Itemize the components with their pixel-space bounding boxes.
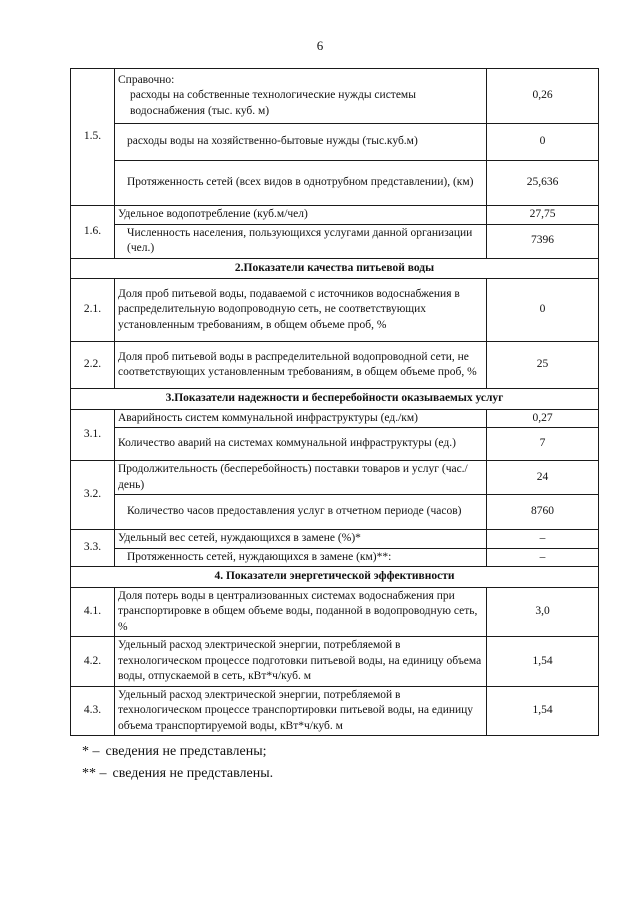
table-row (71, 124, 599, 161)
row-description: Доля проб питьевой воды, подаваемой с источников водоснабжения в распределительную водопроводную сеть, не соответствующих установленным требованиям, в общем объеме проб, % (115, 279, 487, 342)
table-row (71, 69, 599, 124)
row-value: 3,0 (487, 587, 599, 637)
table-row (71, 224, 599, 258)
footnote-text: сведения не представлены. (112, 765, 274, 781)
row-number: 3.2. (71, 461, 115, 530)
row-description: Численность населения, пользующихся услугами данной организации (чел.) (115, 224, 487, 258)
footnotes (82, 741, 602, 784)
row-value: – (487, 548, 599, 567)
section-title: 3.Показатели надежности и бесперебойности оказываемых услуг (71, 389, 599, 410)
row-description: Количество часов предоставления услуг в отчетном периоде (часов) (115, 495, 487, 530)
row-description: Протяженность сетей, нуждающихся в замене (км)**: (115, 548, 487, 567)
row-description (115, 69, 487, 124)
row-description: Удельное водопотребление (куб.м/чел) (115, 206, 487, 225)
row-value: 7396 (487, 224, 599, 258)
table-row (71, 428, 599, 461)
table-row (71, 495, 599, 530)
section-header-row (71, 567, 599, 588)
row-number: 4.1. (71, 587, 115, 637)
table-row (71, 530, 599, 549)
table-row (71, 342, 599, 389)
row-value: – (487, 530, 599, 549)
row-description: Количество аварий на системах коммунальной инфраструктуры (ед.) (115, 428, 487, 461)
row-description: Аварийность систем коммунальной инфраструктуры (ед./км) (115, 409, 487, 428)
table-row (71, 587, 599, 637)
row-description: Продолжительность (бесперебойность) поставки товаров и услуг (час./день) (115, 461, 487, 495)
table-row (71, 686, 599, 736)
row-number: 4.2. (71, 637, 115, 687)
footnote (82, 741, 602, 763)
footnote-mark: ** – (82, 765, 107, 781)
row-description: Доля потерь воды в централизованных системах водоснабжения при транспортировке в общем объеме воды, поданной в водопроводную сеть, % (115, 587, 487, 637)
row-value: 27,75 (487, 206, 599, 225)
footnote-mark: * – (82, 744, 100, 759)
row-value: 24 (487, 461, 599, 495)
row-number: 1.5. (71, 69, 115, 206)
reference-text: расходы на собственные технологические нужды системы водоснабжения (тыс. куб. м) (130, 89, 416, 117)
indicators-table (70, 68, 599, 736)
row-value: 7 (487, 428, 599, 461)
footnote-text: сведения не представлены; (105, 744, 267, 759)
row-value: 25,636 (487, 161, 599, 206)
row-description: Удельный вес сетей, нуждающихся в замене (%)* (115, 530, 487, 549)
row-value: 0,27 (487, 409, 599, 428)
page-number: 6 (316, 38, 324, 53)
row-value: 0 (487, 279, 599, 342)
row-description: Удельный расход электрической энергии, потребляемой в технологическом процессе подготовки питьевой воды, на единицу объема воды, отпускаемой в сеть, кВт*ч/куб. м (115, 637, 487, 687)
row-number: 2.2. (71, 342, 115, 389)
section-title: 4. Показатели энергетической эффективности (71, 567, 599, 588)
table-row (71, 548, 599, 567)
reference-title: Справочно: (118, 73, 175, 86)
section-header-row (71, 389, 599, 410)
row-description: Удельный расход электрической энергии, потребляемой в технологическом процессе транспортировки питьевой воды, на единицу объема транспортируемой воды, кВт*ч/куб. м (115, 686, 487, 736)
row-number: 3.3. (71, 530, 115, 567)
row-number: 1.6. (71, 206, 115, 259)
table-row (71, 279, 599, 342)
row-number: 3.1. (71, 409, 115, 461)
row-number: 4.3. (71, 686, 115, 736)
row-description: Доля проб питьевой воды в распределительной водопроводной сети, не соответствующих установленным требованиям, в общем объеме проб, % (115, 342, 487, 389)
table-row (71, 161, 599, 206)
row-description: расходы воды на хозяйственно-бытовые нужды (тыс.куб.м) (115, 124, 487, 161)
table-row (71, 637, 599, 687)
section-title: 2.Показатели качества питьевой воды (71, 258, 599, 279)
row-value: 25 (487, 342, 599, 389)
row-value: 1,54 (487, 637, 599, 687)
row-value: 8760 (487, 495, 599, 530)
row-value: 0 (487, 124, 599, 161)
row-value: 0,26 (487, 69, 599, 124)
row-description: Протяженность сетей (всех видов в однотрубном представлении), (км) (115, 161, 487, 206)
section-header-row (71, 258, 599, 279)
table-row (71, 206, 599, 225)
table-row (71, 409, 599, 428)
footnote (82, 763, 602, 785)
row-number: 2.1. (71, 279, 115, 342)
row-value: 1,54 (487, 686, 599, 736)
table-row (71, 461, 599, 495)
